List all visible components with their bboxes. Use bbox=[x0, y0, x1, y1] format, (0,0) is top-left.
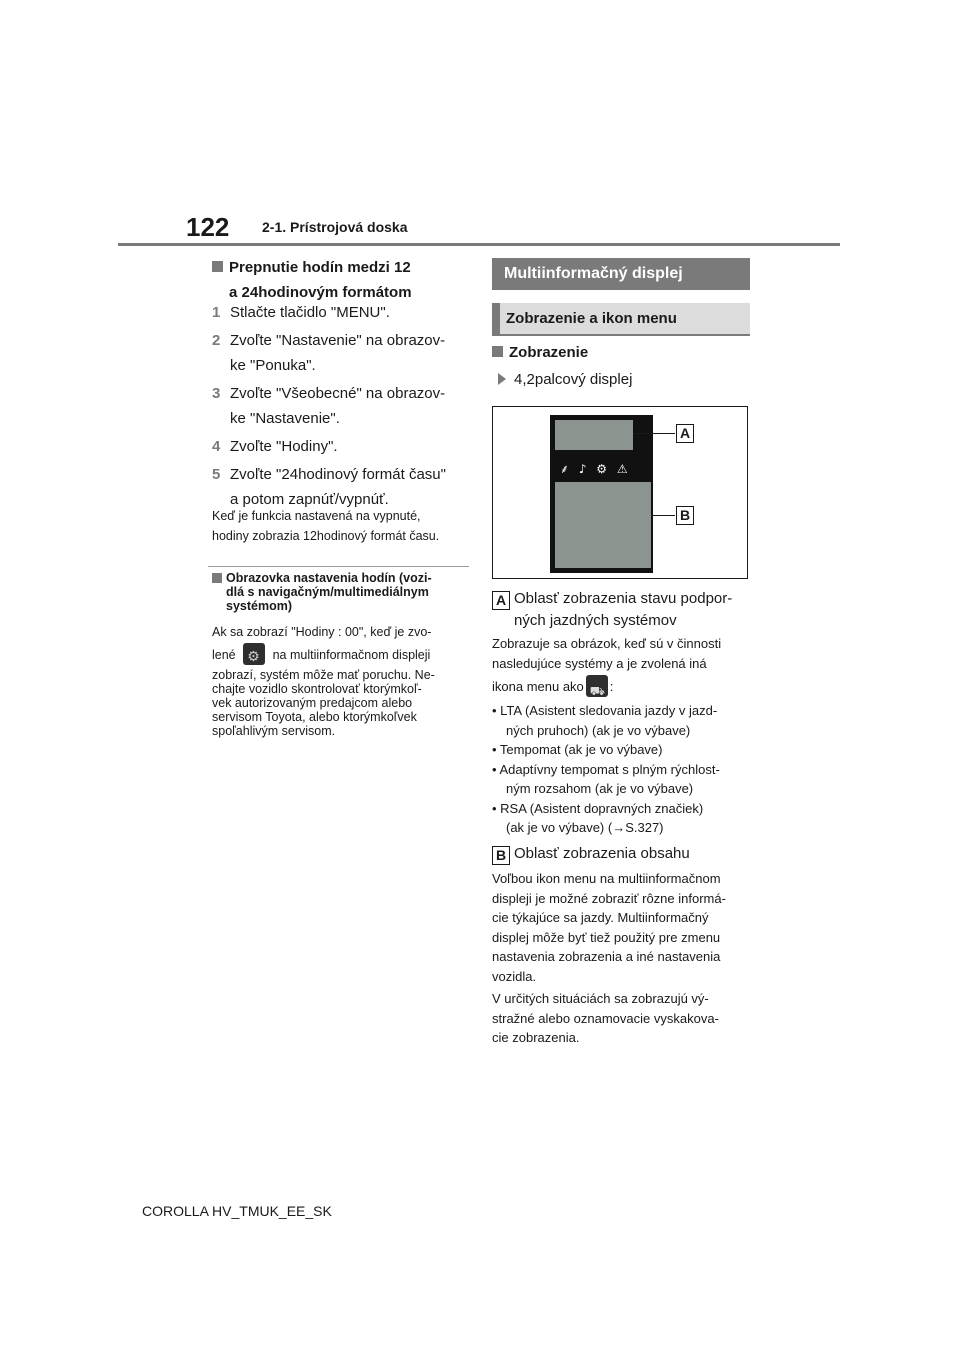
area-a-text: Zobrazuje sa obrázok, keď sú v činnosti nasledujúce systémy a je zvolená iná ikona menu ako⛟ : bbox=[492, 634, 754, 701]
sub-text: Ak sa zobrazí "Hodiny : 00", keď je zvo- lené ⚙ na multiinformačnom displeji zobrazí, systém môže mať poruchu. Ne- chajte vozidlo skontrolovať ktorýmkoľ- vek autorizovaným predajcom alebo servisom Toyota, alebo ktorýmkoľvek spoľahlivým servisom. bbox=[212, 622, 472, 738]
section-banner: Multiinformačný displej bbox=[492, 258, 750, 290]
area-b-title: B Oblasť zobrazenia obsahu bbox=[492, 843, 754, 865]
step-1: 1 Stlačte tlačidlo "MENU". bbox=[212, 304, 390, 321]
step-2: 2 Zvoľte "Nastavenie" na obrazov- ke "Ponuka". bbox=[212, 332, 446, 374]
step-5: 5 Zvoľte "24hodinový formát času" a potom zapnúť/vypnúť. bbox=[212, 466, 446, 508]
list-item: • RSA (Asistent dopravných značiek) (ak je vo výbave) (→S.327) bbox=[492, 800, 704, 835]
square-bullet-icon bbox=[492, 346, 503, 357]
area-b-text: Voľbou ikon menu na multiinformačnom displeji je možné zobraziť rôzne informá- cie týkajúce sa jazdy. Multiinformačný displej môže byť tiež použitý pre zmenu nastavenia zobrazenia a iné nastavenia vozidla. bbox=[492, 871, 726, 984]
left-heading: Prepnutie hodín medzi 12 a 24hodinovým formátom bbox=[212, 255, 472, 305]
square-bullet-icon bbox=[212, 573, 222, 583]
area-b-text-2: V určitých situáciách sa zobrazujú vý- stražné alebo oznamovacie vyskakova- cie zobrazenia. bbox=[492, 991, 719, 1045]
list-item: • Adaptívny tempomat s plným rýchlost- ným rozsahom (ak je vo výbave) bbox=[492, 761, 720, 796]
footer-model: COROLLA HV_TMUK_EE_SK bbox=[142, 1203, 332, 1219]
list-item: • LTA (Asistent sledovania jazdy v jazd- ných pruhoch) (ak je vo výbave) bbox=[492, 703, 718, 738]
subsection-banner: Zobrazenie a ikon menu bbox=[492, 303, 750, 336]
square-bullet-icon bbox=[212, 261, 223, 272]
gear-icon bbox=[243, 643, 265, 665]
arrow-item: 4,2palcový displej bbox=[492, 369, 754, 391]
label-a: A bbox=[676, 424, 694, 443]
list-item: • Tempomat (ak je vo výbave) bbox=[492, 742, 663, 757]
driving-assist-icon bbox=[586, 675, 608, 697]
sub-heading: Obrazovka nastavenia hodín (vozi- dlá s navigačným/multimediálnym systémom) bbox=[212, 571, 472, 613]
steps-list bbox=[212, 300, 472, 512]
leader-line-a bbox=[633, 433, 675, 434]
menu-icons: ⸙ ♪ ⚙ ⚠ bbox=[560, 462, 631, 476]
divider bbox=[208, 566, 469, 567]
area-a-title: A Oblasť zobrazenia stavu podpor- ných jazdných systémov bbox=[492, 588, 754, 632]
page-number: 122 bbox=[186, 212, 230, 242]
step-4: 4 Zvoľte "Hodiny". bbox=[212, 438, 338, 455]
label-b-inline: B bbox=[492, 846, 510, 865]
display-heading: Zobrazenie bbox=[492, 340, 754, 365]
status-area bbox=[555, 420, 633, 450]
arrow-bullet-icon bbox=[498, 373, 506, 385]
step-3: 3 Zvoľte "Všeobecné" na obrazov- ke "Nastavenie". bbox=[212, 385, 446, 427]
systems-list bbox=[492, 701, 754, 838]
clock-note: Keď je funkcia nastavená na vypnuté, hodiny zobrazia 12hodinový formát času. bbox=[212, 509, 440, 543]
label-a-inline: A bbox=[492, 591, 510, 610]
section-title: 2-1. Prístrojová doska bbox=[262, 219, 408, 235]
leader-line-b bbox=[651, 515, 675, 516]
content-area bbox=[555, 482, 651, 568]
header-rule bbox=[118, 243, 840, 246]
label-b: B bbox=[676, 506, 694, 525]
